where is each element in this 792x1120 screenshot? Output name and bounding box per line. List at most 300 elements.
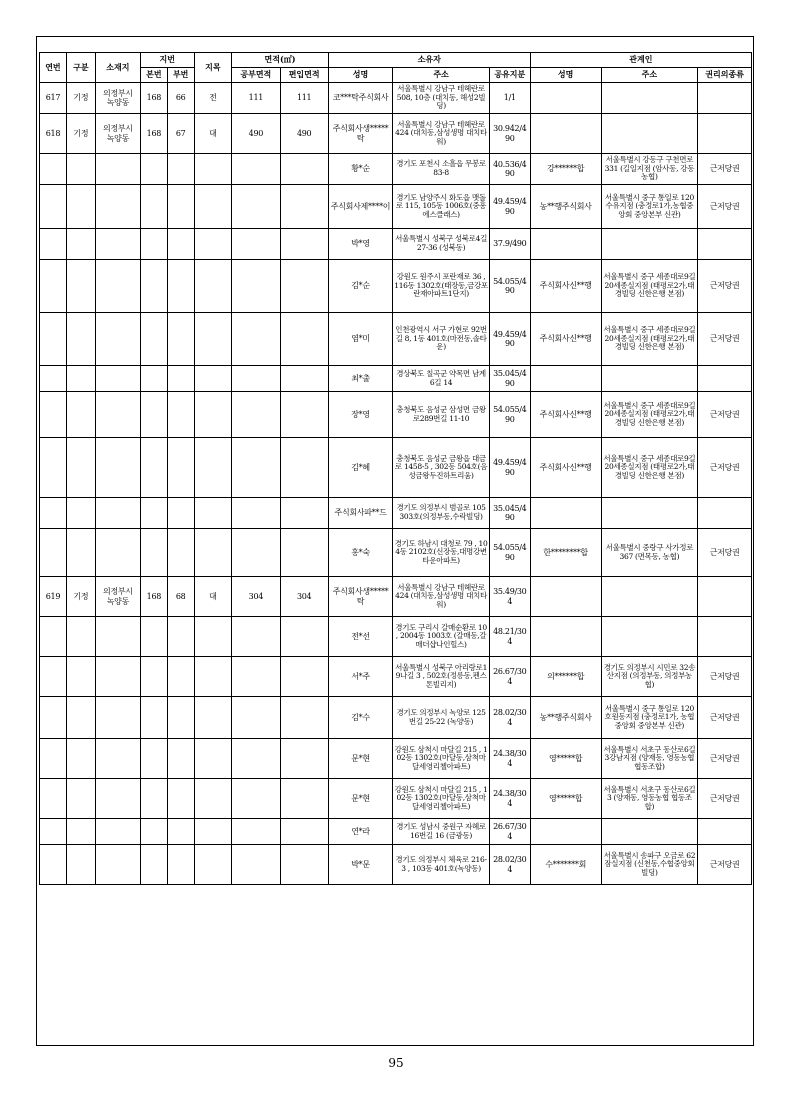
row-number	[40, 657, 67, 697]
row-public-area	[232, 529, 280, 577]
row-location	[95, 657, 140, 697]
row-owner-name: 주식회사파**드	[328, 498, 392, 529]
row-included-area	[280, 779, 328, 819]
row-owner-address: 경기도 의정부시 녹양로 125번길 25-22 (녹양동)	[393, 697, 490, 739]
header-bonbeon: 본번	[140, 68, 167, 83]
row-owner-name: 박*문	[328, 845, 392, 885]
row-owner-share: 24.38/304	[489, 739, 530, 779]
row-owner-share: 35.045/490	[489, 366, 530, 392]
row-related-name: 강******합	[530, 154, 601, 185]
row-owner-name: 황*순	[328, 154, 392, 185]
page-number: 95	[388, 1056, 404, 1070]
row-jimok	[194, 229, 232, 260]
row-included-area	[280, 438, 328, 498]
row-included-area: 490	[280, 114, 328, 154]
row-included-area	[280, 498, 328, 529]
row-related-address: 서울특별시 중구 통일로 120 수유지점 (충정로1가,농협중앙회 중앙본부 신관)	[601, 185, 698, 229]
row-location	[95, 366, 140, 392]
row-jimok	[194, 845, 232, 885]
row-bonbeon	[140, 260, 167, 313]
row-jimok	[194, 154, 232, 185]
row-owner-share: 26.67/304	[489, 657, 530, 697]
row-right-type: 근저당권	[698, 438, 752, 498]
row-bonbeon	[140, 779, 167, 819]
row-included-area	[280, 366, 328, 392]
row-number	[40, 313, 67, 366]
row-type: 기정	[66, 83, 95, 114]
row-related-address	[601, 617, 698, 657]
row-bubeon	[167, 313, 194, 366]
row-related-address: 서울특별시 강동구 구천면로 331 (길일지점 (암사동, 강동농협)	[601, 154, 698, 185]
row-number: 617	[40, 83, 67, 114]
header-type: 구분	[66, 53, 95, 83]
row-bubeon	[167, 845, 194, 885]
table-row	[40, 577, 752, 617]
row-number	[40, 845, 67, 885]
row-related-name	[530, 366, 601, 392]
row-owner-address: 경기도 성남시 중원구 자혜로16번길 16 (금광동)	[393, 819, 490, 845]
row-related-address	[601, 819, 698, 845]
row-location	[95, 313, 140, 366]
table-row	[40, 617, 752, 657]
row-owner-name: 김*혜	[328, 438, 392, 498]
row-bubeon	[167, 185, 194, 229]
row-location	[95, 392, 140, 438]
land-table	[39, 52, 752, 885]
row-jimok	[194, 185, 232, 229]
row-related-address	[601, 83, 698, 114]
row-related-name	[530, 617, 601, 657]
row-owner-address: 경기도 하남시 대청로 79 , 104동 2102호(신장동,대명강변타운아파트)	[393, 529, 490, 577]
row-bonbeon	[140, 438, 167, 498]
row-type	[66, 657, 95, 697]
row-public-area	[232, 154, 280, 185]
row-bonbeon: 168	[140, 577, 167, 617]
row-type	[66, 185, 95, 229]
row-location	[95, 739, 140, 779]
row-related-name: 수*******회	[530, 845, 601, 885]
row-public-area	[232, 739, 280, 779]
row-jimok	[194, 438, 232, 498]
row-related-name	[530, 229, 601, 260]
row-type	[66, 366, 95, 392]
row-owner-share: 35.49/304	[489, 577, 530, 617]
row-jimok	[194, 617, 232, 657]
row-type	[66, 739, 95, 779]
header-jibun: 지번	[140, 53, 194, 68]
header-owner-share: 공유지분	[489, 68, 530, 83]
row-bonbeon	[140, 498, 167, 529]
table-row	[40, 114, 752, 154]
row-type	[66, 819, 95, 845]
row-bonbeon	[140, 819, 167, 845]
row-jimok	[194, 260, 232, 313]
row-right-type	[698, 114, 752, 154]
row-included-area	[280, 617, 328, 657]
row-right-type: 근저당권	[698, 260, 752, 313]
row-owner-share: 49.459/490	[489, 185, 530, 229]
row-owner-share: 54.055/490	[489, 392, 530, 438]
table-row	[40, 529, 752, 577]
row-type	[66, 498, 95, 529]
row-included-area: 304	[280, 577, 328, 617]
row-related-address	[601, 577, 698, 617]
row-owner-name: 주식회사제****이	[328, 185, 392, 229]
row-owner-address: 서울특별시 강남구 테헤란로 424 (대치동,삼성생명 대치타워)	[393, 577, 490, 617]
row-owner-share: 49.459/490	[489, 438, 530, 498]
header-related-name: 성명	[530, 68, 601, 83]
table-row	[40, 83, 752, 114]
row-public-area: 304	[232, 577, 280, 617]
table-row	[40, 657, 752, 697]
row-owner-name: 문*현	[328, 739, 392, 779]
row-owner-share: 26.67/304	[489, 819, 530, 845]
row-related-address: 서울특별시 중구 세종대로9길 20세종실지점 (태평로2가,태경빌딩 신한은행 본점)	[601, 392, 698, 438]
row-related-name: 주식회사신**행	[530, 392, 601, 438]
row-jimok	[194, 819, 232, 845]
row-right-type	[698, 577, 752, 617]
row-owner-name: 주식회사생*****탁	[328, 577, 392, 617]
row-owner-name: 김*순	[328, 260, 392, 313]
row-owner-share: 40.536/490	[489, 154, 530, 185]
row-related-name: 영*****합	[530, 779, 601, 819]
row-related-name: 농**행주식회사	[530, 185, 601, 229]
row-owner-share: 54.055/490	[489, 529, 530, 577]
row-owner-address: 경기도 남양주시 화도읍 맷돌로 115, 105동 1006호(중흥에스클래스)	[393, 185, 490, 229]
header-included-area: 편입면적	[280, 68, 328, 83]
row-included-area	[280, 229, 328, 260]
row-right-type	[698, 229, 752, 260]
row-bonbeon	[140, 845, 167, 885]
header-owner-name: 성명	[328, 68, 392, 83]
row-owner-address: 경기도 의정부시 범골로 105 303호(의정부동,수락빌딩)	[393, 498, 490, 529]
row-owner-name: 염*미	[328, 313, 392, 366]
row-related-name	[530, 819, 601, 845]
header-public-area: 공부면적	[232, 68, 280, 83]
row-right-type	[698, 498, 752, 529]
row-related-name: 주식회사신**행	[530, 313, 601, 366]
row-bonbeon	[140, 366, 167, 392]
row-included-area	[280, 739, 328, 779]
row-owner-share: 1/1	[489, 83, 530, 114]
row-bonbeon	[140, 313, 167, 366]
row-bubeon	[167, 498, 194, 529]
row-related-name: 한********합	[530, 529, 601, 577]
table-row	[40, 697, 752, 739]
header-owner-address: 주소	[393, 68, 490, 83]
row-number	[40, 498, 67, 529]
row-type	[66, 617, 95, 657]
row-type	[66, 438, 95, 498]
table-row	[40, 366, 752, 392]
table-row	[40, 779, 752, 819]
row-type	[66, 779, 95, 819]
row-right-type: 근저당권	[698, 739, 752, 779]
row-public-area	[232, 392, 280, 438]
row-public-area	[232, 657, 280, 697]
row-bonbeon	[140, 185, 167, 229]
row-right-type: 근저당권	[698, 392, 752, 438]
row-bubeon	[167, 260, 194, 313]
row-right-type: 근저당권	[698, 154, 752, 185]
row-included-area	[280, 845, 328, 885]
row-jimok	[194, 657, 232, 697]
row-public-area	[232, 185, 280, 229]
row-public-area	[232, 229, 280, 260]
row-public-area: 111	[232, 83, 280, 114]
row-owner-name: 연*라	[328, 819, 392, 845]
row-jimok	[194, 697, 232, 739]
header-related-address: 주소	[601, 68, 698, 83]
row-public-area	[232, 366, 280, 392]
row-included-area	[280, 260, 328, 313]
row-owner-share: 49.459/490	[489, 313, 530, 366]
row-number	[40, 260, 67, 313]
row-related-name: 농**행주식회사	[530, 697, 601, 739]
row-public-area	[232, 845, 280, 885]
row-public-area: 490	[232, 114, 280, 154]
row-jimok: 대	[194, 114, 232, 154]
header-location: 소재지	[95, 53, 140, 83]
row-owner-address: 서울특별시 성북구 아리랑로19나길 3 , 502호(정릉동,펜스톤빌리지)	[393, 657, 490, 697]
row-owner-name: 전*선	[328, 617, 392, 657]
row-number: 619	[40, 577, 67, 617]
row-owner-address: 경기도 구리시 갈매순환로 10 , 2004동 1003호 (갈매동,갈매더샵나인힐스)	[393, 617, 490, 657]
row-location	[95, 779, 140, 819]
row-right-type: 근저당권	[698, 529, 752, 577]
header-related: 관계인	[530, 53, 751, 68]
row-right-type: 근저당권	[698, 313, 752, 366]
row-owner-address: 경기도 의정부시 체육로 216-3 , 103동 401호(녹양동)	[393, 845, 490, 885]
row-owner-share: 30.942/490	[489, 114, 530, 154]
row-number	[40, 392, 67, 438]
row-public-area	[232, 617, 280, 657]
row-type	[66, 229, 95, 260]
table-row	[40, 498, 752, 529]
row-right-type: 근저당권	[698, 697, 752, 739]
row-jimok	[194, 366, 232, 392]
row-number	[40, 779, 67, 819]
row-right-type	[698, 819, 752, 845]
row-bubeon	[167, 154, 194, 185]
row-related-address	[601, 229, 698, 260]
row-bonbeon	[140, 617, 167, 657]
row-included-area: 111	[280, 83, 328, 114]
row-type	[66, 313, 95, 366]
row-bonbeon: 168	[140, 83, 167, 114]
row-owner-address: 서울특별시 성북구 성북로4길 27-36 (성북동)	[393, 229, 490, 260]
row-related-address: 서울특별시 중구 세종대로9길 20세종실지점 (태평로2가,태경빌딩 신한은행 본점)	[601, 260, 698, 313]
row-related-name: 주식회사신**행	[530, 438, 601, 498]
row-related-address: 서울특별시 송파구 오금로 62잠실지점 (신천동,수협중앙회빌딩)	[601, 845, 698, 885]
row-owner-address: 경기도 포천시 소흘읍 무봉로 83-8	[393, 154, 490, 185]
table-row	[40, 313, 752, 366]
row-public-area	[232, 779, 280, 819]
row-owner-share: 28.02/304	[489, 845, 530, 885]
row-related-address	[601, 366, 698, 392]
row-related-name: 의******합	[530, 657, 601, 697]
row-number	[40, 739, 67, 779]
header-jimok: 지목	[194, 53, 232, 83]
row-bonbeon	[140, 739, 167, 779]
row-bubeon	[167, 438, 194, 498]
row-included-area	[280, 154, 328, 185]
row-related-name: 주식회사신**행	[530, 260, 601, 313]
row-owner-share: 28.02/304	[489, 697, 530, 739]
row-public-area	[232, 498, 280, 529]
row-location: 의정부시 녹양동	[95, 114, 140, 154]
row-owner-address: 서울특별시 강남구 테헤란로 424 (대치동,삼성생명 대치타워)	[393, 114, 490, 154]
row-jimok: 대	[194, 577, 232, 617]
row-owner-address: 서울특별시 강남구 테헤란로 508, 10층 (대치동, 해성2빌딩)	[393, 83, 490, 114]
row-bubeon	[167, 739, 194, 779]
row-bubeon: 67	[167, 114, 194, 154]
row-related-address	[601, 498, 698, 529]
row-number	[40, 438, 67, 498]
row-jimok	[194, 739, 232, 779]
row-included-area	[280, 313, 328, 366]
row-location: 의정부시 녹양동	[95, 577, 140, 617]
row-bonbeon: 168	[140, 114, 167, 154]
row-related-name	[530, 577, 601, 617]
row-owner-share: 35.045/490	[489, 498, 530, 529]
row-included-area	[280, 819, 328, 845]
row-owner-name: 홍*숙	[328, 529, 392, 577]
row-public-area	[232, 697, 280, 739]
row-related-address: 서울특별시 중구 세종대로9길 20세종실지점 (태평로2가,태경빌딩 신한은행 본점)	[601, 313, 698, 366]
row-owner-address: 강원도 원주시 포란재로 36 , 116동 1302호(태장동,금강포란재아파트1단지)	[393, 260, 490, 313]
row-location: 의정부시 녹양동	[95, 83, 140, 114]
row-bonbeon	[140, 657, 167, 697]
row-bubeon	[167, 657, 194, 697]
table-row	[40, 438, 752, 498]
row-type	[66, 845, 95, 885]
row-number: 618	[40, 114, 67, 154]
row-related-address: 서울특별시 중구 세종대로9길 20세종실지점 (태평로2가,태경빌딩 신한은행 본점)	[601, 438, 698, 498]
row-included-area	[280, 392, 328, 438]
row-owner-address: 강원도 삼척시 마달길 215 , 102동 1302호(마달동,삼척마달세영리첼아파트)	[393, 779, 490, 819]
row-bubeon	[167, 697, 194, 739]
row-type	[66, 392, 95, 438]
row-owner-name: 서*주	[328, 657, 392, 697]
row-owner-name: 주식회사생*****탁	[328, 114, 392, 154]
row-bonbeon	[140, 697, 167, 739]
row-right-type	[698, 83, 752, 114]
row-bubeon	[167, 229, 194, 260]
row-owner-name: 문*현	[328, 779, 392, 819]
row-jimok	[194, 529, 232, 577]
row-location	[95, 438, 140, 498]
row-included-area	[280, 529, 328, 577]
row-included-area	[280, 697, 328, 739]
row-related-name	[530, 114, 601, 154]
row-number	[40, 366, 67, 392]
row-type	[66, 529, 95, 577]
table-row	[40, 260, 752, 313]
row-bubeon	[167, 392, 194, 438]
row-owner-share: 24.38/304	[489, 779, 530, 819]
row-related-address: 서울특별시 서초구 동산로6길 3 (양재동, 영동농협 협동조합)	[601, 779, 698, 819]
table-row	[40, 845, 752, 885]
row-related-address: 경기도 의정부시 시민로 32송산지점 (의정부동, 의정부농협)	[601, 657, 698, 697]
row-right-type	[698, 366, 752, 392]
row-type: 기정	[66, 114, 95, 154]
row-number	[40, 154, 67, 185]
row-bubeon: 68	[167, 577, 194, 617]
row-owner-address: 충청북도 음성군 금왕읍 대금로 1458-5 , 302동 504호(음성금왕두진하트리움)	[393, 438, 490, 498]
row-location	[95, 229, 140, 260]
header-bubeon: 부번	[167, 68, 194, 83]
row-bonbeon	[140, 154, 167, 185]
row-owner-name: 박*영	[328, 229, 392, 260]
row-jimok	[194, 779, 232, 819]
row-right-type	[698, 617, 752, 657]
row-public-area	[232, 438, 280, 498]
row-owner-address: 경상북도 칠곡군 약목면 남계6길 14	[393, 366, 490, 392]
row-bubeon	[167, 779, 194, 819]
row-owner-share: 48.21/304	[489, 617, 530, 657]
row-jimok	[194, 392, 232, 438]
table-row	[40, 819, 752, 845]
row-owner-address: 인천광역시 서구 가현로 92번길 8, 1동 401호(마전동,솔타운)	[393, 313, 490, 366]
row-number	[40, 819, 67, 845]
row-related-name	[530, 83, 601, 114]
header-area: 면적(㎡)	[232, 53, 329, 68]
row-right-type: 근저당권	[698, 185, 752, 229]
row-number	[40, 229, 67, 260]
row-number	[40, 185, 67, 229]
row-owner-share: 37.9/490	[489, 229, 530, 260]
row-owner-name: 최*출	[328, 366, 392, 392]
header-right-type: 권리의종류	[698, 68, 752, 83]
row-location	[95, 819, 140, 845]
row-bubeon	[167, 617, 194, 657]
row-included-area	[280, 657, 328, 697]
row-jimok	[194, 313, 232, 366]
row-location	[95, 617, 140, 657]
row-public-area	[232, 260, 280, 313]
row-type	[66, 154, 95, 185]
row-owner-name: 김*수	[328, 697, 392, 739]
row-number	[40, 697, 67, 739]
row-owner-address: 충청북도 음성군 삼성면 금왕로289번길 11-10	[393, 392, 490, 438]
header-no: 연번	[40, 53, 67, 83]
row-type	[66, 260, 95, 313]
row-included-area	[280, 185, 328, 229]
row-location	[95, 498, 140, 529]
row-bonbeon	[140, 392, 167, 438]
row-related-address	[601, 114, 698, 154]
table-row	[40, 154, 752, 185]
row-related-name: 영*****합	[530, 739, 601, 779]
table-row	[40, 392, 752, 438]
row-location	[95, 260, 140, 313]
table-body	[40, 83, 752, 885]
row-jimok: 전	[194, 83, 232, 114]
row-location	[95, 529, 140, 577]
row-owner-name: 코***탁주식회사	[328, 83, 392, 114]
row-related-address: 서울특별시 중구 통일로 120호원동지점 (충정로1가, 농협중앙회 중앙본부 신관)	[601, 697, 698, 739]
table-row	[40, 185, 752, 229]
row-bonbeon	[140, 229, 167, 260]
row-owner-name: 장*영	[328, 392, 392, 438]
row-location	[95, 845, 140, 885]
table-row	[40, 229, 752, 260]
row-right-type: 근저당권	[698, 657, 752, 697]
row-bubeon	[167, 366, 194, 392]
row-location	[95, 154, 140, 185]
row-related-address: 서울특별시 서초구 동산로6길 3강남지점 (양재동, 영동농협 협동조합)	[601, 739, 698, 779]
